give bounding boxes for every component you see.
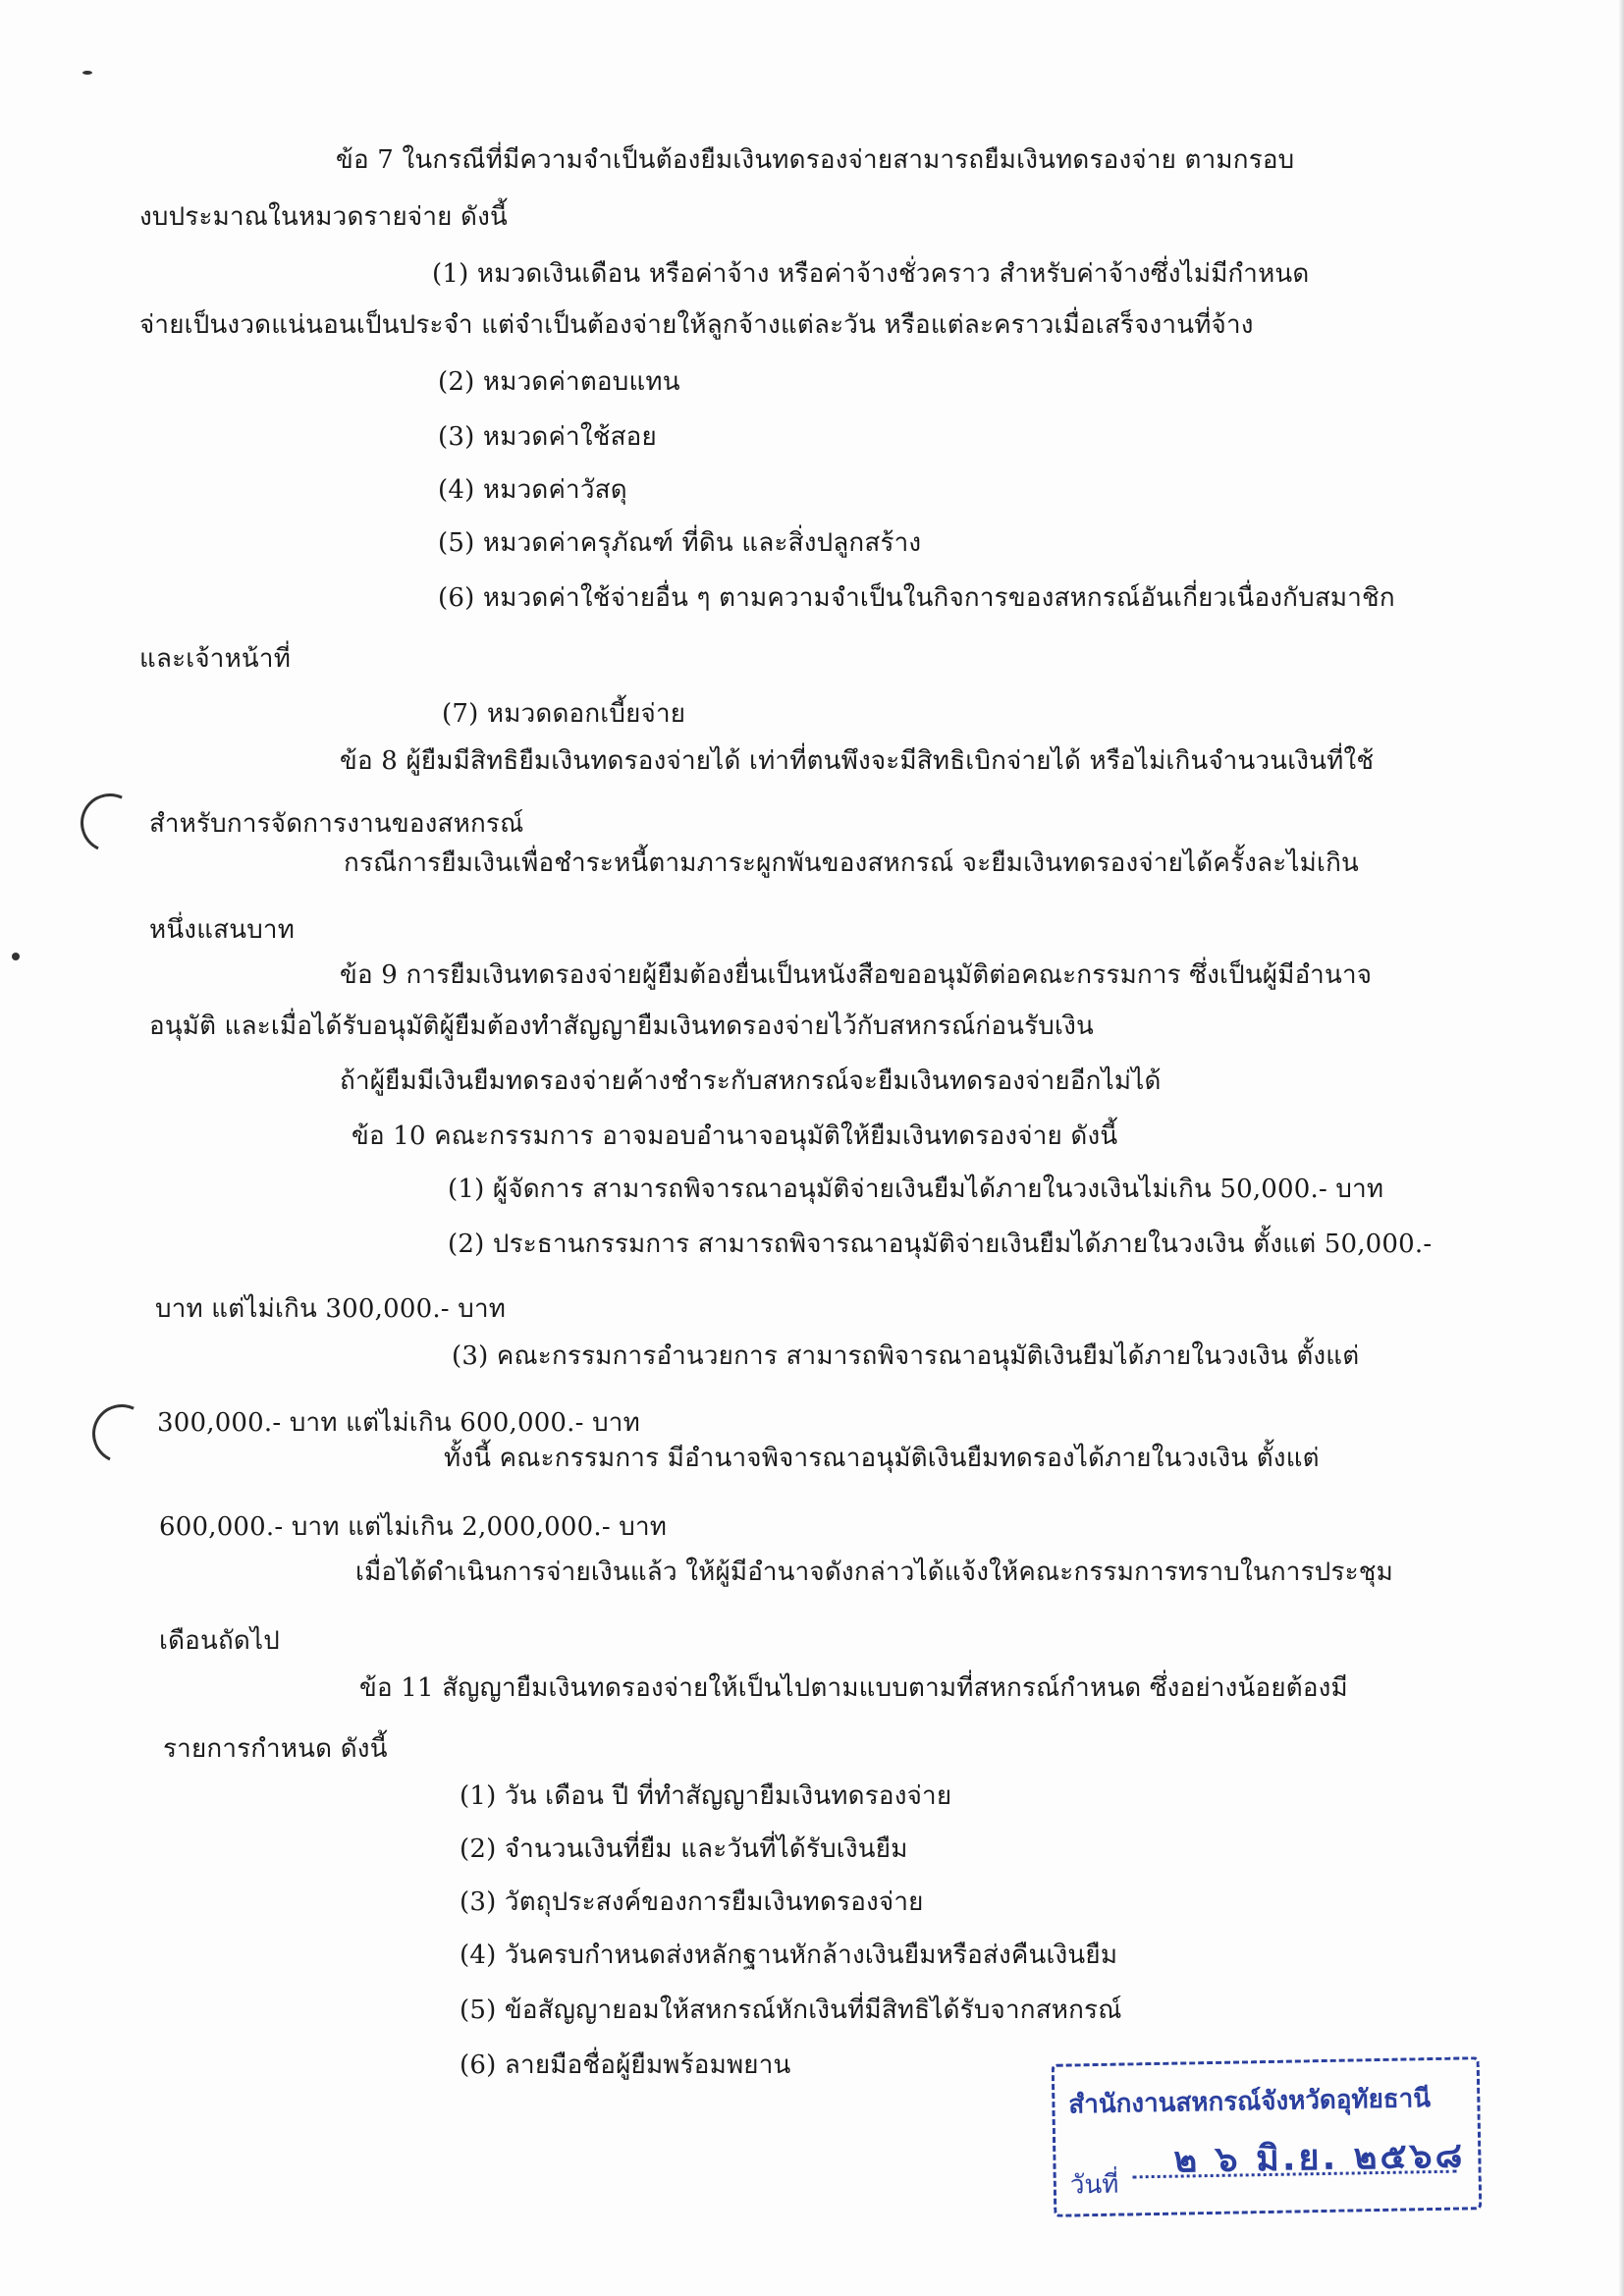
clause-8-para-2: กรณีการยืมเงินเพื่อชำระหนี้ตามภาระผูกพันของสหกรณ์ จะยืมเงินทดรองจ่ายได้ครั้งละไม่เกิน — [344, 848, 1359, 878]
clause-10-para-3: เมื่อได้ดำเนินการจ่ายเงินแล้ว ให้ผู้มีอำนาจดังกล่าวได้แจ้งให้คณะกรรมการทราบในการประชุม — [355, 1558, 1393, 1587]
clause-10-para-2: ทั้งนี้ คณะกรรมการ มีอำนาจพิจารณาอนุมัติเงินยืมทดรองได้ภายในวงเงิน ตั้งแต่ — [444, 1444, 1320, 1473]
clause-11-item-3: (3) วัตถุประสงค์ของการยืมเงินทดรองจ่าย — [460, 1887, 924, 1917]
clause-7-item-4: (4) หมวดค่าวัสดุ — [438, 475, 627, 505]
scan-speck — [82, 71, 92, 75]
clause-10-item-3-cont: 300,000.- บาท แต่ไม่เกิน 600,000.- บาท — [157, 1408, 640, 1438]
clause-10-para-3-cont: เดือนถัดไป — [159, 1626, 280, 1656]
clause-7-item-6-cont: และเจ้าหน้าที่ — [139, 644, 292, 674]
clause-11-item-2: (2) จำนวนเงินที่ยืม และวันที่ได้รับเงินยืม — [460, 1834, 908, 1864]
clause-9-line-1: ข้อ 9 การยืมเงินทดรองจ่ายผู้ยืมต้องยื่นเป็นหนังสือขออนุมัติต่อคณะกรรมการ ซึ่งเป็นผู้มีอำนาจ — [340, 960, 1373, 990]
clause-11-line-1: ข้อ 11 สัญญายืมเงินทดรองจ่ายให้เป็นไปตามแบบตามที่สหกรณ์กำหนด ซึ่งอย่างน้อยต้องมี — [359, 1673, 1348, 1703]
clause-7-item-6: (6) หมวดค่าใช้จ่ายอื่น ๆ ตามความจำเป็นในกิจการของสหกรณ์อันเกี่ยวเนื่องกับสมาชิก — [438, 583, 1395, 613]
punch-hole-mark — [73, 786, 148, 861]
clause-8-line-2: สำหรับการจัดการงานของสหกรณ์ — [149, 809, 524, 839]
clause-11-item-6: (6) ลายมือชื่อผู้ยืมพร้อมพยาน — [460, 2050, 791, 2080]
clause-10-item-3: (3) คณะกรรมการอำนวยการ สามารถพิจารณาอนุมัติเงินยืมได้ภายในวงเงิน ตั้งแต่ — [452, 1341, 1360, 1371]
page-edge-shadow — [1618, 0, 1624, 2296]
clause-11-item-5: (5) ข้อสัญญายอมให้สหกรณ์หักเงินที่มีสิทธิได้รับจากสหกรณ์ — [460, 1995, 1122, 2025]
clause-8-para-2-cont: หนึ่งแสนบาท — [149, 915, 296, 945]
clause-10-item-2-cont: บาท แต่ไม่เกิน 300,000.- บาท — [155, 1294, 507, 1324]
clause-7-item-5: (5) หมวดค่าครุภัณฑ์ ที่ดิน และสิ่งปลูกสร้าง — [438, 528, 922, 558]
clause-9-line-2: อนุมัติ และเมื่อได้รับอนุมัติผู้ยืมต้องทำสัญญายืมเงินทดรองจ่ายไว้กับสหกรณ์ก่อนรับเงิน — [149, 1011, 1094, 1041]
clause-11-line-2: รายการกำหนด ดังนี้ — [163, 1734, 388, 1764]
clause-7-line-1: ข้อ 7 ในกรณีที่มีความจำเป็นต้องยืมเงินทดรองจ่ายสามารถยืมเงินทดรองจ่าย ตามกรอบ — [336, 145, 1295, 175]
clause-10-item-1: (1) ผู้จัดการ สามารถพิจารณาอนุมัติจ่ายเงินยืมได้ภายในวงเงินไม่เกิน 50,000.- บาท — [448, 1175, 1384, 1204]
office-received-stamp — [1052, 2056, 1483, 2217]
clause-10-para-2-cont: 600,000.- บาท แต่ไม่เกิน 2,000,000.- บาท — [159, 1512, 668, 1542]
clause-7-item-1: (1) หมวดเงินเดือน หรือค่าจ้าง หรือค่าจ้างชั่วคราว สำหรับค่าจ้างซึ่งไม่มีกำหนด — [432, 259, 1310, 289]
clause-7-line-2: งบประมาณในหมวดรายจ่าย ดังนี้ — [139, 202, 509, 232]
clause-7-item-1-cont: จ่ายเป็นงวดแน่นอนเป็นประจำ แต่จำเป็นต้องจ่ายให้ลูกจ้างแต่ละวัน หรือแต่ละคราวเมื่อเสร็จงานที่จ้าง — [139, 310, 1254, 340]
clause-11-item-1: (1) วัน เดือน ปี ที่ทำสัญญายืมเงินทดรองจ่าย — [460, 1781, 952, 1811]
clause-10-item-2: (2) ประธานกรรมการ สามารถพิจารณาอนุมัติจ่ายเงินยืมได้ภายในวงเงิน ตั้งแต่ 50,000.- — [448, 1230, 1433, 1259]
stamp-date-value: ๒ ๖ มิ.ย. ๒๕๖๘ — [1173, 2135, 1466, 2181]
clause-7-item-7: (7) หมวดดอกเบี้ยจ่าย — [442, 699, 686, 729]
clause-8-line-1: ข้อ 8 ผู้ยืมมีสิทธิยืมเงินทดรองจ่ายได้ เท่าที่ตนพึงจะมีสิทธิเบิกจ่ายได้ หรือไม่เกินจำนวนเงินที่ใช้ — [340, 746, 1375, 776]
scan-speck — [12, 953, 20, 960]
stamp-date-label: วันที่ — [1069, 2169, 1119, 2201]
clause-7-item-3: (3) หมวดค่าใช้สอย — [438, 422, 657, 452]
clause-7-item-2: (2) หมวดค่าตอบแทน — [438, 367, 680, 397]
clause-11-item-4: (4) วันครบกำหนดส่งหลักฐานหักล้างเงินยืมหรือส่งคืนเงินยืม — [460, 1941, 1118, 1970]
punch-hole-mark — [84, 1396, 160, 1472]
clause-9-para-2: ถ้าผู้ยืมมีเงินยืมทดรองจ่ายค้างชำระกับสหกรณ์จะยืมเงินทดรองจ่ายอีกไม่ได้ — [340, 1066, 1162, 1096]
stamp-office-name: สำนักงานสหกรณ์จังหวัดอุทัยธานี — [1068, 2084, 1432, 2120]
clause-10-line-1: ข้อ 10 คณะกรรมการ อาจมอบอำนาจอนุมัติให้ยืมเงินทดรองจ่าย ดังนี้ — [352, 1121, 1118, 1151]
